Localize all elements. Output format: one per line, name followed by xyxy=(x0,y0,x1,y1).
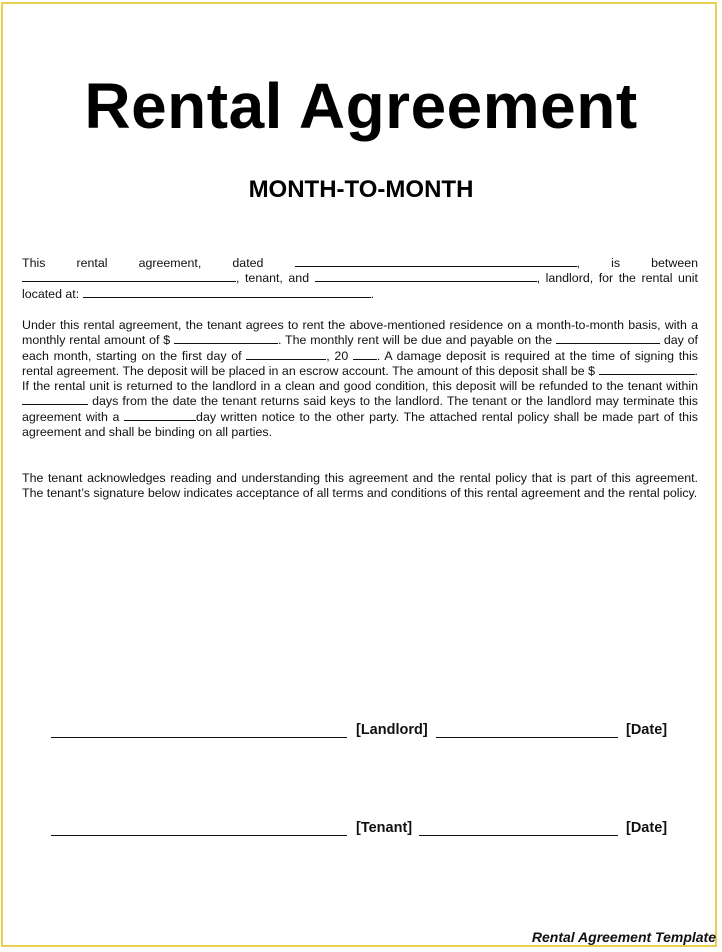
document-title: Rental Agreement xyxy=(84,70,638,142)
landlord-name-blank[interactable] xyxy=(315,271,537,282)
text-segment: . The monthly rent will be due and payable on the xyxy=(278,333,553,348)
notice-days-blank[interactable] xyxy=(124,410,196,421)
text-segment: day of each month, starting on the first day of xyxy=(22,333,698,363)
tenant-signature-line[interactable] xyxy=(51,835,347,836)
tenant-label: [Tenant] xyxy=(356,820,413,836)
refund-days-blank[interactable] xyxy=(22,394,88,405)
text-segment: , landlord, for the rental unit located at: xyxy=(22,271,698,301)
landlord-date-line[interactable] xyxy=(436,737,618,738)
footer-caption: Rental Agreement Template xyxy=(531,929,716,945)
paragraph-acknowledgement xyxy=(22,471,698,502)
monthly-rent-blank[interactable] xyxy=(174,333,278,344)
acknowledgement-text: The tenant acknowledges reading and understanding this agreement and the rental policy that is part of this agreement. The tenant’s signature below indicates acceptance of all terms and conditions of this rental agreement and the rental policy. xyxy=(22,471,698,501)
text-segment: days from the date the tenant returns said keys to the landlord. The tenant or the landlord may terminate this agreement with a xyxy=(22,394,698,424)
landlord-signature-line[interactable] xyxy=(51,737,347,738)
due-day-blank[interactable] xyxy=(556,333,660,344)
tenant-date-line[interactable] xyxy=(419,835,618,836)
landlord-date-label: [Date] xyxy=(626,722,668,738)
text-segment: , 20 xyxy=(326,348,349,363)
text-segment: , tenant, and xyxy=(236,271,310,286)
text-segment: , is between xyxy=(576,256,698,270)
document-subtitle: MONTH-TO-MONTH xyxy=(248,176,474,203)
date-blank[interactable] xyxy=(295,256,577,267)
tenant-date-label: [Date] xyxy=(626,820,668,836)
start-month-blank[interactable] xyxy=(246,349,326,360)
text-segment: . If the rental unit is returned to the landlord in a clean and good condition, this deposit will be refunded to the tenant within xyxy=(22,363,698,394)
paragraph-parties xyxy=(22,256,698,302)
text-segment: . A damage deposit is required at the time of signing this rental agreement. The deposit will be placed in an escrow account. The amount of this deposit shall be $ xyxy=(22,348,698,378)
start-year-blank[interactable] xyxy=(353,349,377,360)
tenant-name-blank[interactable] xyxy=(22,271,236,282)
text-segment: This rental agreement, dated xyxy=(22,256,264,270)
landlord-label: [Landlord] xyxy=(356,722,428,738)
deposit-amount-blank[interactable] xyxy=(599,364,695,375)
text-segment: day written notice to the other party. The attached rental policy shall be made part of this agreement and shall be binding on all parties. xyxy=(22,409,698,440)
text-segment: . xyxy=(370,286,375,301)
text-segment: Under this rental agreement, the tenant agrees to rent the above-mentioned residence on a month-to-month basis, with a monthly rental amount of $ xyxy=(22,318,698,348)
paragraph-terms xyxy=(22,318,698,440)
address-blank[interactable] xyxy=(83,287,371,298)
